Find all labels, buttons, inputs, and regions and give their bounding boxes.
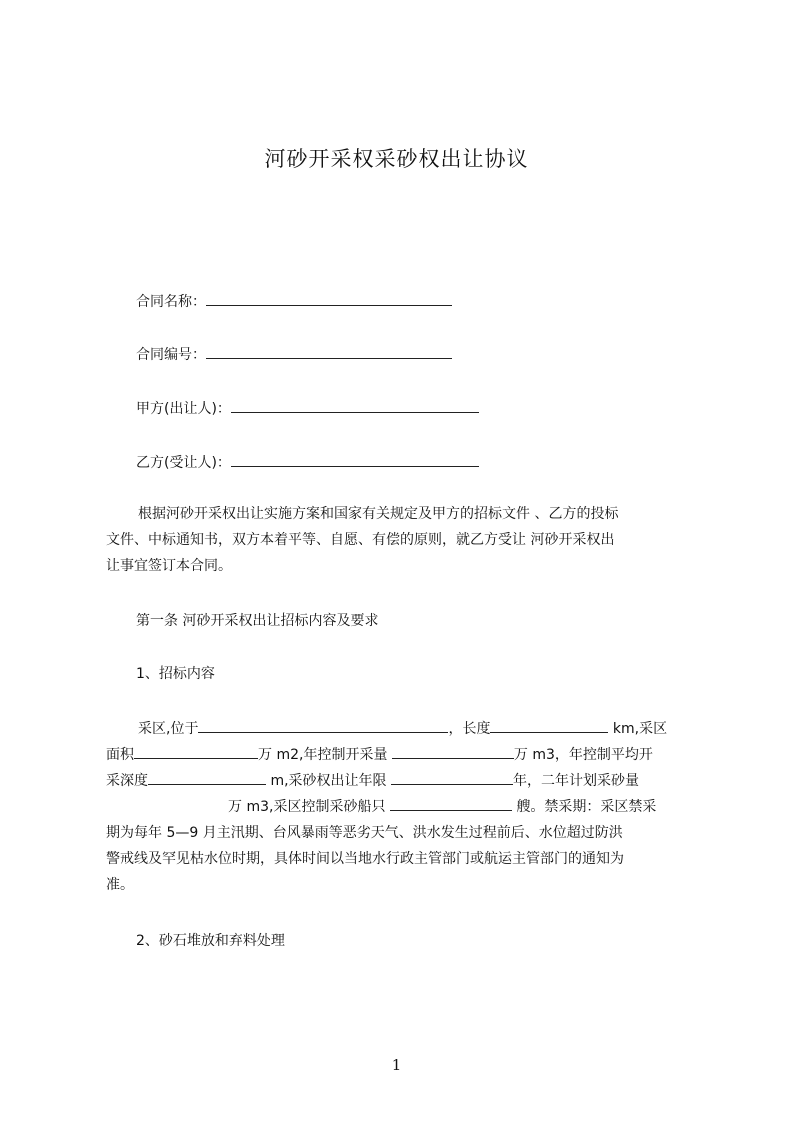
term-blank[interactable]	[391, 771, 513, 785]
section-1-line: 期为每年 5—9 月主汛期、台风暴雨等恶劣天气、洪水发生过程前后、水位超过防洪	[106, 825, 623, 841]
intro-line: 让事宜签订本合同。	[106, 558, 232, 574]
contract-name-label: 合同名称：	[136, 294, 206, 310]
section-1-line: 采区,位于 ，长度 km,采区	[138, 721, 668, 737]
vessel-count-blank[interactable]	[390, 797, 512, 811]
annual-volume-blank[interactable]	[392, 745, 514, 759]
contract-name-field	[136, 292, 452, 311]
page-number: 1	[391, 1056, 402, 1074]
party-b-field	[136, 453, 479, 472]
party-a-label: 甲方(出让人)：	[136, 401, 231, 417]
section-1-line: 面积 万 m2,年控制开采量 万 m3，年控制平均开	[106, 747, 653, 763]
intro-line: 根据河砂开采权出让实施方案和国家有关规定及甲方的招标文件 、乙方的投标	[138, 506, 619, 522]
length-blank[interactable]	[490, 719, 608, 733]
intro-paragraph	[106, 501, 700, 579]
area-blank[interactable]	[134, 745, 258, 759]
contract-number-label: 合同编号：	[136, 347, 206, 363]
intro-line: 文件、中标通知书，双方本着平等、自愿、有偿的原则，就乙方受让 河砂开采权出	[106, 532, 615, 548]
section-1-body	[106, 716, 700, 898]
party-b-blank[interactable]	[231, 453, 479, 467]
contract-number-blank[interactable]	[206, 345, 452, 359]
section-1-line: 准。	[106, 877, 134, 893]
section-1-heading: 1、招标内容	[136, 666, 215, 682]
section-1-line: 采深度 m,采砂权出让年限 年，二年计划采砂量	[106, 773, 639, 789]
party-a-field	[136, 399, 479, 418]
depth-blank[interactable]	[148, 771, 266, 785]
article-1-heading: 第一条 河砂开采权出让招标内容及要求	[136, 613, 379, 629]
location-blank[interactable]	[198, 719, 448, 733]
section-1-line: 万 m3,采区控制采砂船只 艘。禁采期：采区禁采	[228, 799, 657, 815]
contract-name-blank[interactable]	[206, 292, 452, 306]
party-b-label: 乙方(受让人)：	[136, 455, 231, 471]
section-1-line: 警戒线及罕见枯水位时期，具体时间以当地水行政主管部门或航运主管部门的通知为	[106, 851, 624, 867]
document-title: 河砂开采权采砂权出让协议	[264, 147, 529, 171]
contract-number-field	[136, 345, 452, 364]
section-2-heading: 2、砂石堆放和弃料处理	[136, 933, 285, 949]
party-a-blank[interactable]	[231, 399, 479, 413]
